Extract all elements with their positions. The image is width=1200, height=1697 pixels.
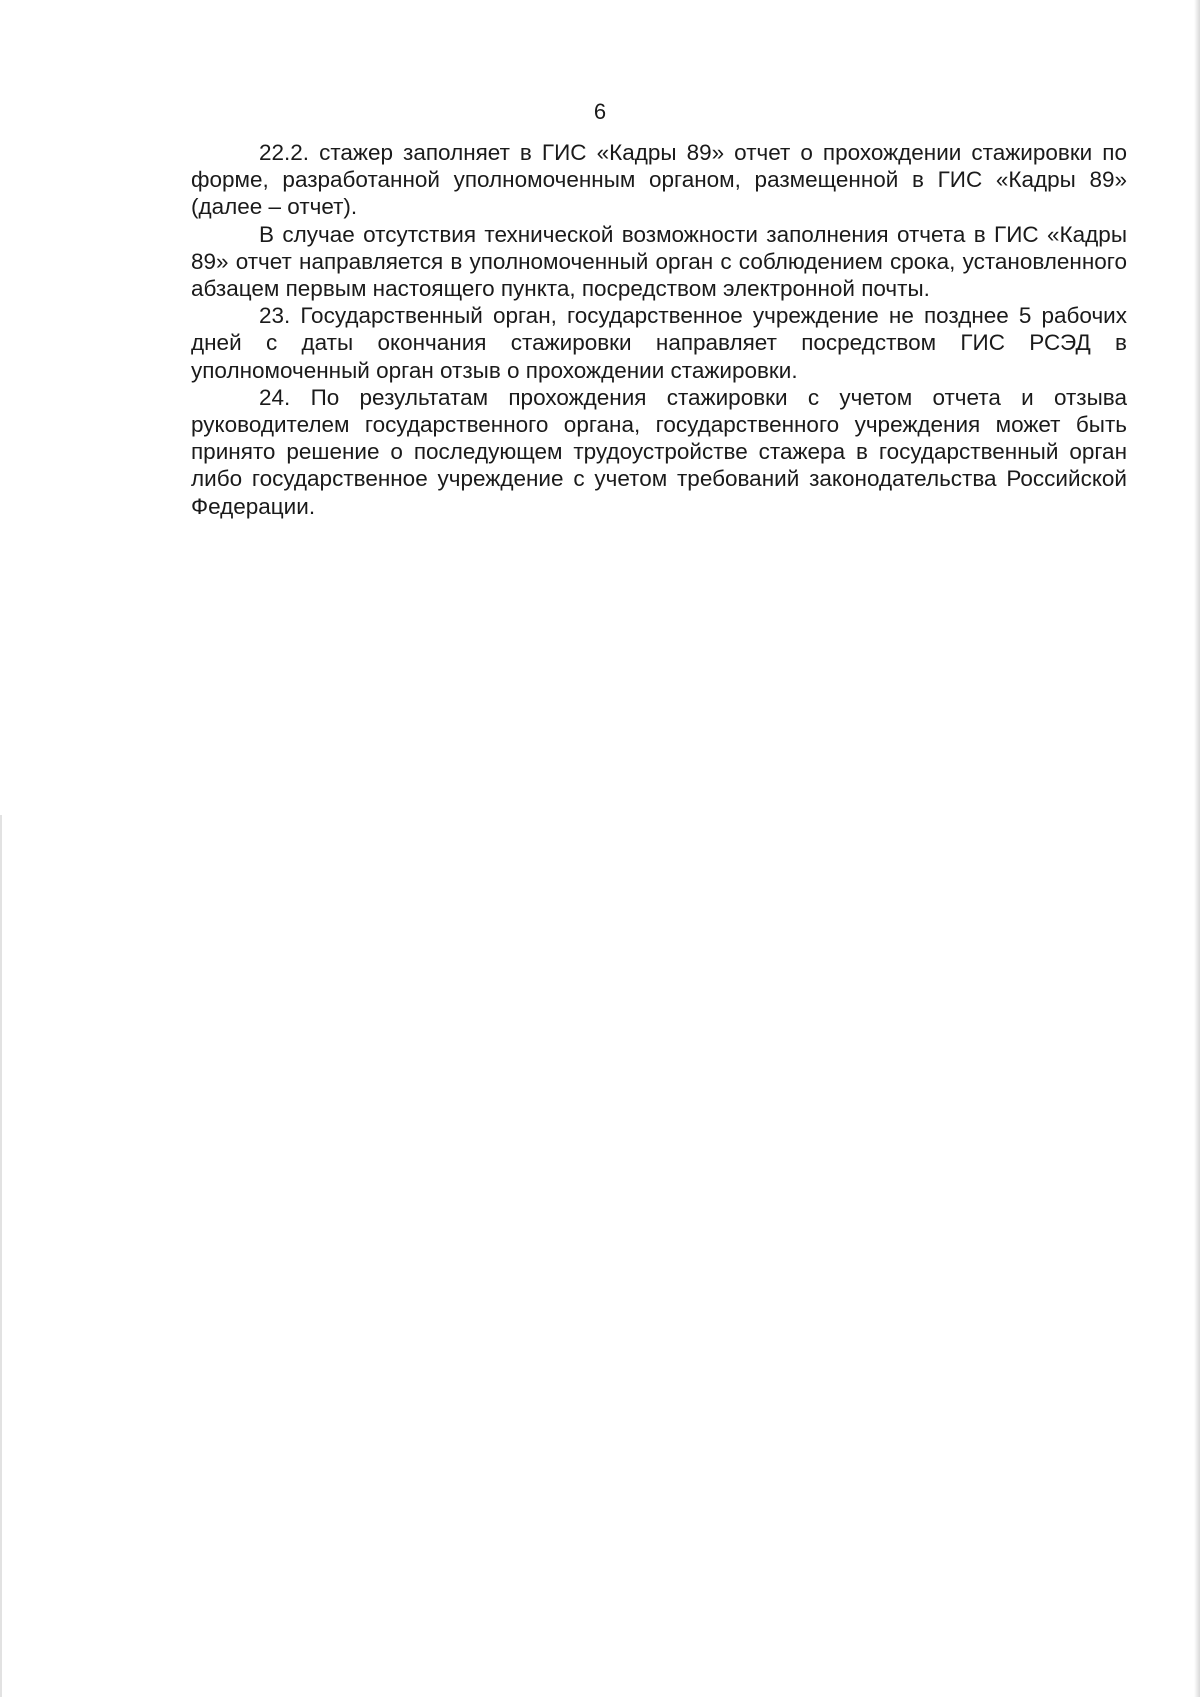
paragraph-23: 23. Государственный орган, государственное учреждение не позднее 5 рабочих дней с даты окончания стажировки направляет посредством ГИС РСЭД в уполномоченный орган отзыв о прохождении стажировки. [191, 303, 1127, 383]
paragraph-22-2-continued: В случае отсутствия технической возможности заполнения отчета в ГИС «Кадры 89» отчет направляется в уполномоченный орган с соблюдением срока, установленного абзацем первым настоящего пункта, посредством электронной почты. [191, 221, 1127, 302]
document-body [191, 139, 1127, 520]
paragraph-22-2: 22.2. стажер заполняет в ГИС «Кадры 89» отчет о прохождении стажировки по форме, разработанной уполномоченным органом, размещенной в ГИС «Кадры 89» (далее – отчет). [191, 140, 1127, 220]
paragraph-24: 24. По результатам прохождения стажировки с учетом отчета и отзыва руководителем государственного органа, государственного учреждения может быть принято решение о последующем трудоустройстве стажера в государственный орган либо государственное учреждение с учетом требований законодательства Российской Федерации. [191, 384, 1127, 519]
page-number: 6 [593, 99, 607, 124]
scan-edge-shadow [1194, 0, 1200, 1697]
scan-edge-line [0, 815, 2, 1697]
